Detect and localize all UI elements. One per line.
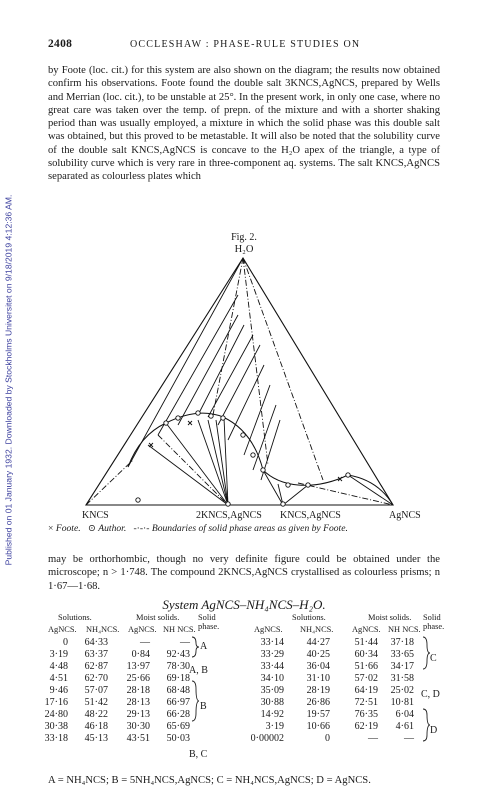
figure-apex-label: H₂O (234, 244, 254, 255)
group-header-solutions-left: Solutions. (58, 613, 92, 622)
table-cell: 69·18 (166, 673, 190, 684)
table-cell: 62·70 (84, 673, 108, 684)
table-cell: 60·34 (354, 649, 378, 660)
table-cell: 24·80 (44, 709, 68, 720)
table-cell: 6·04 (395, 709, 414, 720)
table-cell: 0·84 (131, 649, 150, 660)
running-head: OCCLESHAW : PHASE-RULE STUDIES ON (130, 39, 361, 50)
solubility-curve (128, 413, 393, 505)
base-label-kncs: KNCS (82, 510, 109, 521)
table-braces (48, 613, 448, 773)
caption-foote: Foote. (55, 523, 81, 534)
group-header-moist-left: Moist solids. (136, 613, 180, 622)
tie-lines (128, 258, 393, 505)
table-cell: 64·33 (84, 637, 108, 648)
page-number: 2408 (48, 38, 73, 50)
table-cell: 14·92 (260, 709, 284, 720)
group-header-phase-left: Solid phase. (198, 613, 220, 631)
table-cell: 57·07 (84, 685, 108, 696)
table-cell: 31·10 (306, 673, 330, 684)
table-cell: 45·13 (84, 733, 108, 744)
download-notice (2, 30, 14, 730)
table-cell: 19·57 (306, 709, 330, 720)
table-cell: 35·09 (260, 685, 284, 696)
base-labels (48, 510, 448, 522)
table-cell: 0 (63, 637, 68, 648)
table-cell: 34·17 (390, 661, 414, 672)
table-cell: 9·46 (49, 685, 68, 696)
phase-b: B (200, 701, 207, 712)
foote-boundaries (86, 258, 393, 505)
table-cell: 78·30 (166, 661, 190, 672)
table-cell: 29·13 (126, 709, 150, 720)
table-cell: 66·28 (166, 709, 190, 720)
col-header-1: AgNCS. (48, 625, 77, 634)
table-cell: — (180, 637, 190, 648)
table-cell: 33·29 (260, 649, 284, 660)
table-cell: 30·38 (44, 721, 68, 732)
col-header-3: AgNCS. (128, 625, 157, 634)
table-cell: 66·97 (166, 697, 190, 708)
caption-boundary: Boundaries of solid phase areas as given by Foote. (151, 523, 348, 534)
table-cell: 43·51 (126, 733, 150, 744)
table-cell: 4·48 (49, 661, 68, 672)
table-cell: 63·37 (84, 649, 108, 660)
table-cell: 26·86 (306, 697, 330, 708)
group-header-phase-right: Solid phase. (423, 613, 445, 631)
table-cell: 76·35 (354, 709, 378, 720)
table-cell: 64·19 (354, 685, 378, 696)
table-cell: 17·16 (44, 697, 68, 708)
base-label-2kncs-agncs: 2KNCS,AgNCS (196, 510, 262, 521)
table-cell: 3·19 (49, 649, 68, 660)
body-paragraph-2: may be orthorhombic, though no very definite figure could be obtained under the microscope; n > 1·748. The compound 2KNCS,AgNCS crystallised as colourless prisms; n 1·67—1·68. (48, 554, 440, 592)
table-cell: 30·30 (126, 721, 150, 732)
col-header-8: NH NCS. (388, 625, 421, 634)
table-cell: 4·61 (395, 721, 414, 732)
table-cell: 57·02 (354, 673, 378, 684)
table-cell: 0 (325, 733, 330, 744)
table-cell: 0·00002 (250, 733, 284, 744)
table-cell: 34·10 (260, 673, 284, 684)
table-title: System AgNCS–NH₄NCS–H₂O. (162, 597, 326, 612)
table-cell: 25·66 (126, 673, 150, 684)
table-cell: 25·02 (390, 685, 414, 696)
group-header-solutions-right: Solutions. (292, 613, 326, 622)
body-paragraph-1: by Foote (loc. cit.) for this system are also shown on the diagram; the results now obtained confirm his observations. Foote found the double salt 3KNCS,AgNCS, prepared by Wells and Merrian (loc. cit.), to be unstable at 25°. In the present work, in only one case, where no great care was taken over the temp. of prepn. of the mixture and with a shorter shaking period than was usually employed, a mixture in which the solid phase was this double salt was obtained, but this proved to be metastable. It will also be noted that the solubility curve of the double salt KNCS,AgNCS is concave to the H₂O apex of the triangle, a type of solubility curve which is very rare in three-component aq. systems. The salt KNCS,AgNCS separated as colourless plates which (48, 65, 440, 183)
col-header-6: NH₄NCS. (300, 625, 334, 634)
figure-label: Fig. 2. (231, 232, 257, 243)
dash-symbol: -·-·- (133, 523, 150, 534)
base-label-agncs: AgNCS (389, 510, 421, 521)
table-cell: 31·58 (390, 673, 414, 684)
triangle-outline (86, 258, 393, 505)
table-cell: 10·66 (306, 721, 330, 732)
ternary-phase-diagram (48, 255, 448, 511)
col-header-7: AgNCS. (352, 625, 381, 634)
table-cell: 40·25 (306, 649, 330, 660)
table-cell: 62·19 (354, 721, 378, 732)
table-cell: 28·13 (126, 697, 150, 708)
table-cell: 51·42 (84, 697, 108, 708)
table-cell: 3·19 (265, 721, 284, 732)
table-cell: 33·44 (260, 661, 284, 672)
table-cell: 13·97 (126, 661, 150, 672)
phase-d: D (430, 725, 438, 736)
phase-c: C (430, 653, 437, 664)
table-cell: 68·48 (166, 685, 190, 696)
table-cell: — (368, 733, 378, 744)
author-symbol: ⊙ (87, 523, 96, 534)
table-cell: 46·18 (84, 721, 108, 732)
download-notice-text: Published on 01 January 1932. Downloaded by Stockholms Universitet on 9/18/2019 4:12:36 AM. (3, 194, 14, 566)
table-cell: 62·87 (84, 661, 108, 672)
table-cell: 10·81 (390, 697, 414, 708)
col-header-4: NH NCS. (163, 625, 196, 634)
table-cell: 72·51 (354, 697, 378, 708)
table-cell: 48·22 (84, 709, 108, 720)
table-cell: 51·66 (354, 661, 378, 672)
phase-cd: C, D (421, 689, 440, 700)
group-header-moist-right: Moist solids. (368, 613, 412, 622)
phase-ab: A, B (189, 665, 208, 676)
phase-a: A (200, 641, 208, 652)
base-label-kncs-agncs: KNCS,AgNCS (280, 510, 341, 521)
table-cell: 50·03 (166, 733, 190, 744)
table-cell: 33·65 (390, 649, 414, 660)
table-cell: 92·43 (166, 649, 190, 660)
table-cell: — (140, 637, 150, 648)
col-header-2: NH₄NCS. (86, 625, 120, 634)
table-footer: A = NH₄NCS; B = 5NH₄NCS,AgNCS; C = NH₄NCS,AgNCS; D = AgNCS. (48, 775, 371, 786)
table-cell: 30·88 (260, 697, 284, 708)
caption-author: Author. (98, 523, 127, 534)
foote-symbol: × (48, 523, 54, 534)
table-cell: 51·44 (354, 637, 378, 648)
table-cell: 28·19 (306, 685, 330, 696)
table-cell: — (404, 733, 414, 744)
table-cell: 33·18 (44, 733, 68, 744)
table-cell: 44·27 (306, 637, 330, 648)
table-cell: 4·51 (49, 673, 68, 684)
table-cell: 37·18 (390, 637, 414, 648)
table-cell: 36·04 (306, 661, 330, 672)
figure-caption (48, 523, 448, 534)
table-cell: 33·14 (260, 637, 284, 648)
table-cell: 28·18 (126, 685, 150, 696)
phase-bc: B, C (189, 749, 208, 760)
col-header-5: AgNCS. (254, 625, 283, 634)
table-cell: 65·69 (166, 721, 190, 732)
